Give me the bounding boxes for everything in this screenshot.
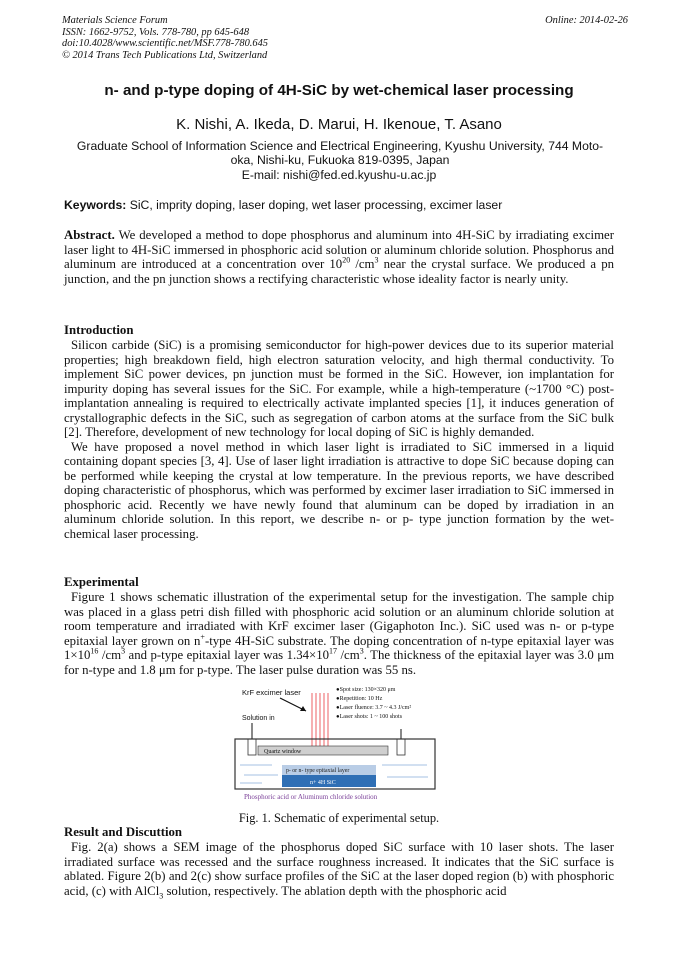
- results-body: [64, 840, 614, 901]
- introduction-heading: Introduction: [64, 323, 134, 337]
- sup: 16: [90, 646, 99, 656]
- sup: 3: [374, 255, 379, 265]
- journal-header: [62, 15, 268, 61]
- intro-paragraph-1: Silicon carbide (SiC) is a promising semiconductor for high-power devices due to its superior material properties; high breakdown field, high electron saturation velocity, and high thermal conductivity. To implement SiC power devices, pn junction must be formed in the SiC. However, ion implantation for impurity doping has several issues for the SiC. For example, while a high-temperature (~1700 °C) post-implantation annealing is required to electrically activate implanted species [1], it induces generation of crystallographic defects in the SiC, such as segregation of carbon atoms at the surface from the SiC bulk [2]. Therefore, development of new technology for local doping of SiC is highly demanded.: [64, 338, 614, 439]
- epi-label: p- or n- type epitaxial layer: [286, 768, 350, 774]
- abstract: [64, 228, 614, 286]
- doi: doi:10.4028/www.scientific.net/MSF.778-780.645: [62, 38, 268, 50]
- laser-fluence: ●Laser fluence: 3.7 ~ 4.3 J/cm²: [336, 705, 412, 711]
- experimental-body: [64, 590, 614, 677]
- results-text: solution, respectively. The ablation depth with the phosphoric acid: [163, 883, 507, 898]
- keywords-label: Keywords:: [64, 198, 127, 212]
- laser-beams: [312, 693, 328, 751]
- keywords-text: SiC, imprity doping, laser doping, wet laser processing, excimer laser: [129, 198, 503, 212]
- email: E-mail: nishi@fed.ed.kyushu-u.ac.jp: [241, 168, 437, 182]
- exp-text: -type 4H-SiC substrate. The doping concentration of n-type epitaxial layer was 1×10: [64, 633, 614, 662]
- sub: 3: [159, 891, 164, 901]
- abstract-text: We developed a method to dope phosphorus and aluminum into 4H-SiC by irradiating excimer laser light to 4H-SiC immersed in phosphoric acid solution or aluminum chloride solution. Phosphorus and aluminum are introduced at a concentration over 10: [64, 228, 614, 271]
- sup: 17: [329, 646, 338, 656]
- intro-paragraph-2: We have proposed a novel method in which laser light is irradiated to SiC immersed in a liquid containing dopant species [3, 4]. Use of laser light irradiation is attractive to dope SiC because doping can be performed while keeping the crystal at low temperature. In the previous reports, we have described doping characteristic of phosphorus, which was performed by excimer laser irradiation to SiC immersed in phosphoric acid. Recently we have newly found that aluminum can be doped by irradiation in an aluminum chloride solution. In this report, we describe n- or p- type junction formation by the wet-chemical laser processing.: [64, 439, 614, 541]
- affiliation-line-2: oka, Nishi-ku, Fukuoka 819-0395, Japan: [230, 152, 450, 167]
- figure-1-schematic: [232, 685, 452, 805]
- abstract-label: Abstract.: [64, 228, 115, 242]
- repetition: ●Repetition: 10 Hz: [336, 696, 383, 702]
- laser-label: KrF excimer laser: [242, 688, 301, 697]
- results-heading: Result and Discuttion: [64, 825, 183, 839]
- authors: K. Nishi, A. Ikeda, D. Marui, H. Ikenoue, T. Asano: [176, 116, 502, 133]
- exp-text: and p-type epitaxial layer was 1.34×10: [125, 648, 330, 662]
- sup: 3: [359, 646, 364, 656]
- online-date: Online: 2014-02-26: [545, 15, 628, 26]
- inlet-tube: [248, 739, 256, 755]
- solution-in-label: Solution in: [242, 715, 275, 722]
- experimental-heading: Experimental: [64, 575, 139, 589]
- outlet-tube: [397, 739, 405, 755]
- sup: 20: [342, 255, 351, 265]
- journal-name: Materials Science Forum: [62, 15, 168, 26]
- keywords: [64, 198, 502, 212]
- laser-shots: ●Laser shots: 1 ~ 100 shots: [336, 714, 403, 720]
- solution-label: Phosphoric acid or Aluminum chloride solution: [244, 793, 378, 801]
- exp-text: . The thickness of the epitaxial layer was 3.0 μm for n-type and 1.8 μm for p-type. The laser pulse duration was 55 ns.: [64, 648, 615, 677]
- issn: ISSN: 1662-9752, Vols. 778-780, pp 645-648: [62, 26, 250, 38]
- sup: 3: [121, 646, 126, 656]
- results-text: Fig. 2(a) shows a SEM image of the phosphorus doped SiC surface with 10 laser shots. The laser irradiated surface was recessed and the surface roughness increased. It indicates that the SiC surface is ablated. Figure 2(b) and 2(c) show surface profiles of the SiC at the laser doped region (b) with phosphoric acid, (c) with AlCl: [64, 840, 614, 898]
- paper-title: n- and p-type doping of 4H-SiC by wet-chemical laser processing: [104, 82, 574, 99]
- quartz-label: Quartz window: [264, 749, 302, 755]
- exp-text: Figure 1 shows schematic illustration of the experimental setup for the investigation. The sample chip was placed in a glass petri dish filled with phosphoric acid solution or an aluminum chloride solution at room temperature and irradiated with KrF excimer laser (Gigaphoton Inc.). SiC used was n- or p-type epitaxial layer grown on n: [64, 590, 614, 648]
- spot-size: ●Spot size: 130×320 μm: [336, 687, 396, 693]
- exp-text: /cm: [98, 648, 122, 662]
- affiliation: [60, 140, 620, 167]
- exp-text: /cm: [337, 648, 360, 662]
- abstract-text: /cm: [350, 257, 375, 271]
- abstract-text: near the crystal surface. We produced a pn junction, and the pn junction shows a rectifying characteristic whose ideality factor is nearly unity.: [64, 257, 614, 286]
- affiliation-line-1: Graduate School of Information Science and Electrical Engineering, Kyushu University, 744 Moto-: [76, 139, 604, 153]
- laser-parameters: [336, 687, 411, 720]
- introduction-body: [64, 338, 614, 541]
- substrate-label: n+ 4H SiC: [310, 780, 336, 786]
- sup: +: [200, 632, 205, 642]
- copyright: © 2014 Trans Tech Publications Ltd, Switzerland: [62, 49, 268, 61]
- figure-1-caption: Fig. 1. Schematic of experimental setup.: [238, 811, 440, 825]
